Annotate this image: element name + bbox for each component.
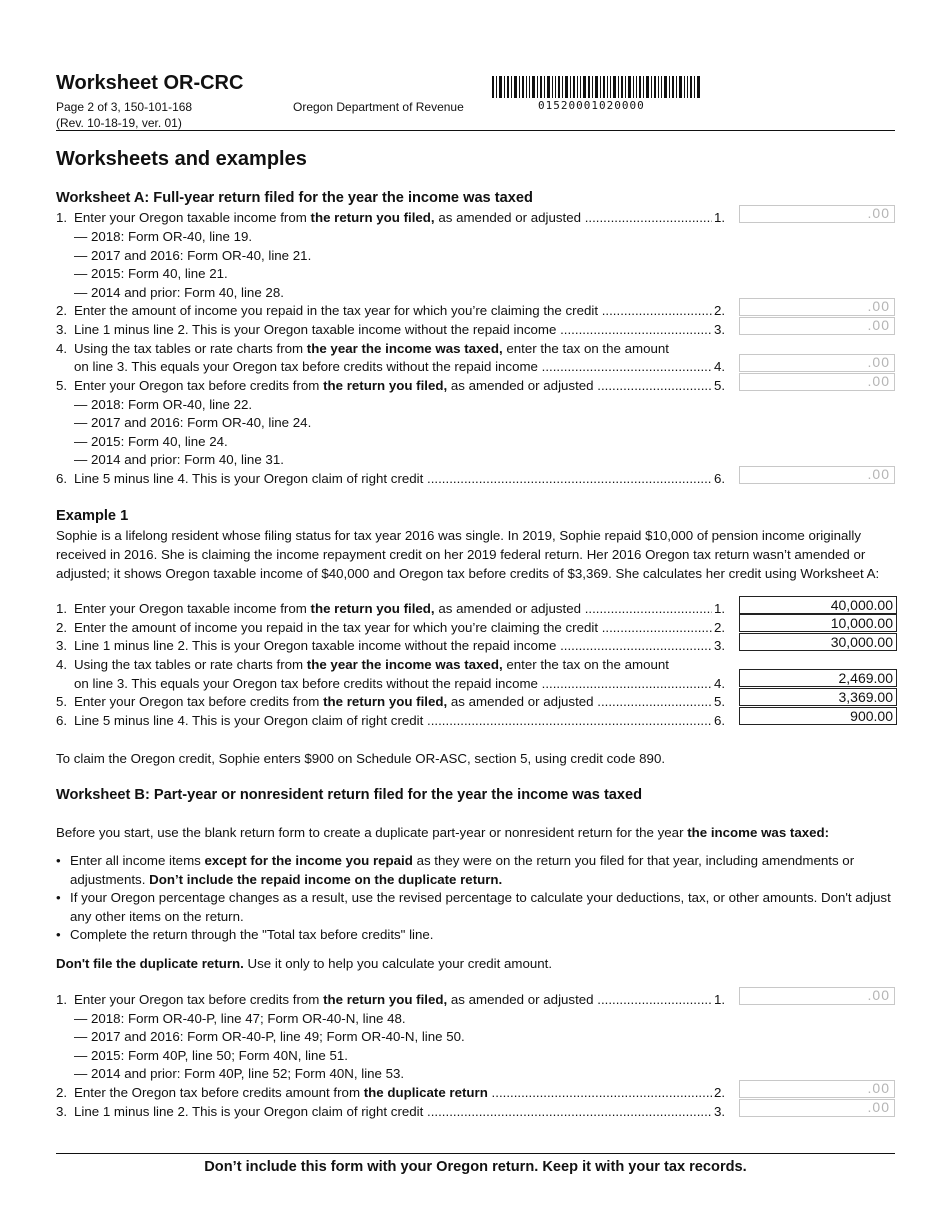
instruction-sub: — 2014 and prior: Form 40, line 28. [74, 285, 284, 300]
worksheet-a-line-2-input[interactable]: .00 [739, 298, 895, 316]
worksheet-a-line-6-input[interactable]: .00 [739, 466, 895, 484]
instruction-sub: — 2014 and prior: Form 40, line 31. [74, 452, 284, 467]
worksheet-b-bullet-1: • Enter all income items except for the income you repaid as they were on the return you filed for that year, including amendments or adjustments. Don’t include the repaid income on the duplicate return. [56, 851, 895, 889]
example-value-1: 40,000.00 [739, 596, 897, 614]
worksheet-b-title: Worksheet B: Part-year or nonresident return filed for the year the income was taxed [56, 787, 643, 803]
worksheet-b-bullet-3: • Complete the return through the "Total tax before credits" line. [56, 925, 895, 944]
example-value-2: 10,000.00 [739, 614, 897, 632]
example-value-3: 30,000.00 [739, 633, 897, 651]
page-info: Page 2 of 3, 150-101-168 [56, 100, 193, 114]
page-heading: Worksheets and examples [56, 148, 307, 170]
instruction-sub: — 2017 and 2016: Form OR-40, line 24. [74, 415, 312, 430]
instruction-sub: — 2018: Form OR-40, line 19. [74, 229, 253, 244]
form-title: Worksheet OR-CRC [56, 72, 244, 94]
form-page: Worksheet OR-CRC Page 2 of 3, 150-101-168 (Rev. 10-18-19, ver. 01) Oregon Department of Revenue 01520001020000 Worksheets and examples Worksheet A: Full-year return filed for the year the income was taxed 1. Enter your Oregon taxable income from the return you filed, as amended or adjusted ..... 1. .00 — 2018: Form OR-40, line 19. — 2017 and 2016: Form OR-40, line 21. — 2015: Form 40, line 21. — 2014 and prior: Form 40, line 28. 2. Enter the amount of income you repaid in the tax year for which you’re claiming the credit ..... 2. .00 3. Line 1 minus line 2. This is your Oregon taxable income without the repaid income ..... 3. .00 4. Using the tax tables or rate charts from the year the income was taxed, enter the tax on the amount on line 3. This equals your Oregon tax before credits without the repaid income ..... 4. .00 5. Enter your Oregon tax before credits from the return you filed, as amended or adjusted ..... 5. .00 — 2018: Form OR-40, line 22. — 2017 and 2016: Form OR-40, line 24. — 2015: Form 40, line 24. — 2014 and prior: Form 40, line 31. 6. Line 5 minus line 4. This is your Oregon claim of right credit ..... 6. .00 Example 1 Sophie is a lifelong resident whose filing status for tax year 2016 was single. In 2019, Sophie repaid $10,000 of pension income originally received in 2016. She is claiming the income repayment credit on her 2019 federal return. Her 2016 Oregon tax return wasn’t amended or adjusted; it shows Oregon taxable income of $40,000 and Oregon tax before credits of $3,369. She calculates her credit using Worksheet A: 1. Enter your Oregon taxable income from the return you filed, as amended or adjusted ..... 1. 40,000.00 2. Enter the amount of income you repaid in the tax year for which you’re claiming the credit ..... 2. 10,000.00 3. Line 1 minus line 2. This is your Oregon taxable income without the repaid income ..... 3. 30,000.00 4. Using the tax tables or rate charts from the year the income was taxed, enter the tax on the amount on line 3. This equals your Oregon tax before credits without the repaid income ..... 4. 2,469.00 5. Enter your Oregon tax before credits from the return you filed, as amended or adjusted ..... 5. 3,369.00 6. Line 5 minus line 4. This is your Oregon claim of right credit ..... 6. 900.00 To claim the Oregon credit, Sophie enters $900 on Schedule OR-ASC, section 5, using credit code 890. Worksheet B: Part-year or nonresident return filed for the year the income was taxed Before you start, use the blank return form to create a duplicate part-year or nonresident return for the year the income was taxed: • Enter all income items except for the income you repaid as they were on the return you filed for that year, including amendments or adjustments. Don’t include the repaid income on the duplicate return. • If your Oregon percentage changes as a result, use the revised percentage to calculate your deductions, tax, or other amounts. Don't adjust any other items on the return. • Complete the return through the "Total tax before credits" line. Don't file the duplicate return. Use it only to help you calculate your credit amount. 1. Enter your Oregon tax before credits from the return you filed, as amended or adjusted ..... 1. .00 — 2018: Form OR-40-P, line 47; Form OR-40-N, line 48. — 2017 and 2016: Form OR-40-P, line 49; Form OR-40-N, line 50. — 2015: Form 40P, line 50; Form 40N, line 51. — 2014 and prior: Form 40P, line 52; Form 40N, line 53. 2. Enter the Oregon tax before credits amount from the duplicate return ..... 2. .00 3. Line 1 minus line 2. This is your Oregon claim of right credit ..... 3. .00 Don’t include this form with your Oregon return. Keep it with your tax records. [56, 70, 895, 131]
worksheet-b-intro: Before you start, use the blank return form to create a duplicate part-year or nonresident return for the year the income was taxed: [56, 825, 830, 840]
instruction-sub: — 2015: Form 40, line 24. [74, 434, 228, 449]
line-ref: 1. [712, 209, 728, 227]
barcode-icon [492, 76, 702, 98]
worksheet-a-line-1-input[interactable]: .00 [739, 205, 895, 223]
example-1-paragraph: Sophie is a lifelong resident whose filing status for tax year 2016 was single. In 2019, Sophie repaid $10,000 of pension income originally received in 2016. She is claiming the income repayment credit on her 2019 federal return. Her 2016 Oregon tax return wasn’t amended or adjusted; it shows Oregon taxable income of $40,000 and Oregon tax before credits of $3,369. She calculates her credit using Worksheet A: [56, 528, 880, 581]
instruction-sub: — 2014 and prior: Form 40P, line 52; Form 40N, line 53. [74, 1066, 405, 1081]
form-header [56, 70, 895, 131]
department-name: Oregon Department of Revenue [293, 100, 464, 114]
example-value-6: 900.00 [739, 707, 897, 725]
worksheet-b-bullet-2: • If your Oregon percentage changes as a result, use the revised percentage to calculate your deductions, tax, or other amounts. Don't adjust any other items on the return. [56, 888, 895, 926]
footer-note: Don’t include this form with your Oregon return. Keep it with your tax records. [204, 1159, 747, 1175]
worksheet-a-title: Worksheet A: Full-year return filed for the year the income was taxed [56, 190, 533, 206]
instruction-sub: — 2015: Form 40P, line 50; Form 40N, line 51. [74, 1048, 348, 1063]
instruction-sub: — 2015: Form 40, line 21. [74, 266, 228, 281]
example-1-title: Example 1 [56, 508, 129, 524]
example-1-conclusion: To claim the Oregon credit, Sophie enters $900 on Schedule OR-ASC, section 5, using credit code 890. [56, 751, 666, 766]
worksheet-a-line-4-input[interactable]: .00 [739, 354, 895, 372]
revision-info: (Rev. 10-18-19, ver. 01) [56, 116, 182, 130]
worksheet-a-line-3-input[interactable]: .00 [739, 317, 895, 335]
example-value-4: 2,469.00 [739, 669, 897, 687]
example-value-5: 3,369.00 [739, 688, 897, 706]
worksheet-b-line-2-input[interactable]: .00 [739, 1080, 895, 1098]
worksheet-b-line-3-input[interactable]: .00 [739, 1099, 895, 1117]
instruction-sub: — 2017 and 2016: Form OR-40, line 21. [74, 248, 312, 263]
line-number: 1. [56, 210, 68, 225]
worksheet-a-line-5-input[interactable]: .00 [739, 373, 895, 391]
instruction-sub: — 2018: Form OR-40, line 22. [74, 397, 253, 412]
worksheet-b-line-1-input[interactable]: .00 [739, 987, 895, 1005]
instruction-sub: — 2018: Form OR-40-P, line 47; Form OR-40-N, line 48. [74, 1011, 406, 1026]
worksheet-b-note: Don't file the duplicate return. Use it only to help you calculate your credit amount. [56, 956, 553, 971]
instruction-sub: — 2017 and 2016: Form OR-40-P, line 49; Form OR-40-N, line 50. [74, 1029, 465, 1044]
barcode-number: 01520001020000 [538, 99, 645, 112]
footer-divider [56, 1153, 895, 1154]
